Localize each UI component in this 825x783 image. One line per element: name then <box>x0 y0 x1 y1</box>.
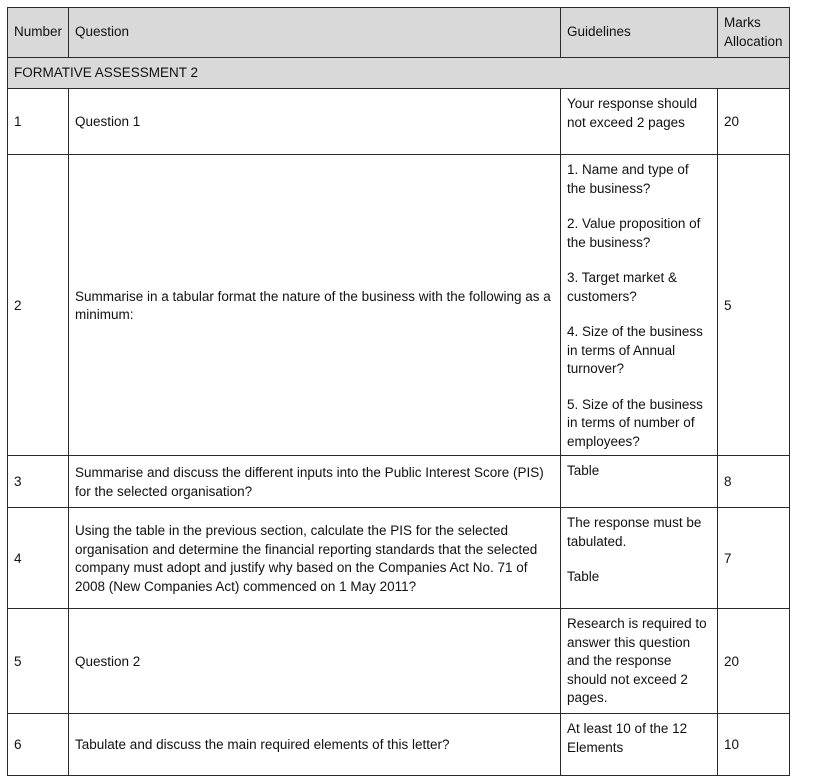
row-number: 4 <box>8 508 69 609</box>
header-marks <box>718 8 790 58</box>
guideline-text: 1. Name and type of the business? <box>567 162 689 196</box>
row-guidelines <box>561 714 718 776</box>
row-guidelines <box>561 609 718 714</box>
header-marks-line1: Marks <box>724 15 761 30</box>
header-guidelines: Guidelines <box>561 8 718 58</box>
row-number: 6 <box>8 714 69 776</box>
header-question: Question <box>69 8 561 58</box>
row-question: Summarise in a tabular format the nature of the business with the following as a minimum: <box>69 155 561 456</box>
row-question: Question 1 <box>69 89 561 155</box>
row-guidelines <box>561 155 718 456</box>
row-question: Summarise and discuss the different inputs into the Public Interest Score (PIS) for the selected organisation? <box>69 456 561 508</box>
row-question: Question 2 <box>69 609 561 714</box>
row-marks: 7 <box>718 508 790 609</box>
table-row <box>8 609 790 714</box>
row-marks: 20 <box>718 609 790 714</box>
row-number: 2 <box>8 155 69 456</box>
row-number: 1 <box>8 89 69 155</box>
row-number: 5 <box>8 609 69 714</box>
guideline-text: Research is required to answer this question and the response should not exceed 2 pages. <box>567 616 707 705</box>
table-row <box>8 155 790 456</box>
table-row <box>8 508 790 609</box>
header-marks-line2: Allocation <box>724 33 783 49</box>
assessment-table <box>7 7 790 776</box>
row-question: Tabulate and discuss the main required elements of this letter? <box>69 714 561 776</box>
row-marks: 20 <box>718 89 790 155</box>
guideline-text: At least 10 of the 12 Elements <box>567 721 688 755</box>
section-row <box>8 58 790 89</box>
guideline-text: Your response should not exceed 2 pages <box>567 96 698 130</box>
header-row <box>8 8 790 58</box>
guideline-text: 2. Value proposition of the business? <box>567 216 701 250</box>
guideline-text: 3. Target market & customers? <box>567 270 678 304</box>
row-guidelines <box>561 456 718 508</box>
row-number: 3 <box>8 456 69 508</box>
row-marks: 10 <box>718 714 790 776</box>
table-row <box>8 89 790 155</box>
guideline-text: 4. Size of the business in terms of Annual turnover? <box>567 324 703 376</box>
row-guidelines <box>561 508 718 609</box>
row-marks: 8 <box>718 456 790 508</box>
row-question: Using the table in the previous section, calculate the PIS for the selected organisation and determine the financial reporting standards that the selected company must adopt and justify why based on the Companies Act No. 71 of 2008 (New Companies Act) commenced on 1 May 2011? <box>69 508 561 609</box>
table-row <box>8 456 790 508</box>
guideline-text: 5. Size of the business in terms of number of employees? <box>567 396 703 449</box>
assessment-sheet <box>7 7 790 776</box>
section-title: FORMATIVE ASSESSMENT 2 <box>8 58 790 89</box>
row-guidelines <box>561 89 718 155</box>
table-row <box>8 714 790 776</box>
guideline-text: Table <box>567 463 600 478</box>
header-number: Number <box>8 8 69 58</box>
guideline-text: Table <box>567 569 600 584</box>
guideline-text: The response must be tabulated. <box>567 515 702 549</box>
row-marks: 5 <box>718 155 790 456</box>
